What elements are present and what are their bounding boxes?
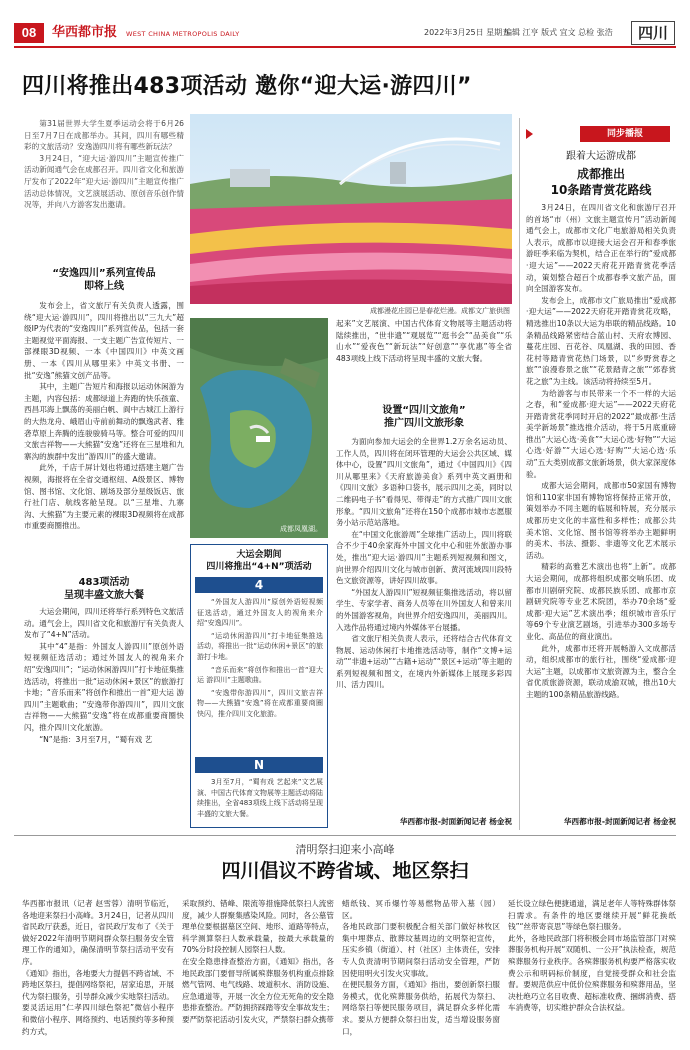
info-item: “安逸带你游四川”，四川文旅吉祥物——大熊猫“安逸”将在成都重要商圈快闪，推介四川文化旅游。 [197, 688, 323, 718]
side-body [526, 202, 676, 814]
subhead-anyi: “安逸四川”系列宣传品 即将上线 [52, 268, 156, 292]
col3b-para: 省文旅厅相关负责人表示，还将结合古代体育文物展、运动休闲打卡地推选活动等，制作“文博+运动”“非遗+运动”“古籍+运动”“景区+运动”等主题的系列短视频和图文，在境内外新媒体上展现多彩四川、活力四川。 [336, 634, 512, 690]
bottom-kicker: 清明祭扫迎来小高峰 [295, 843, 395, 856]
info-box-label-n: N [195, 757, 323, 773]
info-box-label-4: 4 [195, 577, 323, 593]
header-rule [14, 46, 676, 48]
page-header [14, 21, 676, 45]
byline-lead: 华西都市报-封面新闻记者 杨金祝 [399, 817, 512, 826]
info-box [190, 544, 328, 828]
col3-para: 起来”文艺展演、中国古代体育文物展等主题活动将陆续推出，“世非遗”“观展览”“逛书会”“品美食”“乐山水”“爱夜色”“新玩法”“好创意”“享优惠”等全省483项线上线下活动将呈现丰盛的文旅大餐。 [336, 319, 512, 363]
column-3 [336, 318, 512, 378]
col1b-para: “N”是指：3月至7月，“蜀有戏 艺 [39, 734, 153, 744]
side-kicker: 跟着大运游成都 [566, 151, 636, 162]
info-box-text-n: 3月至7月，“蜀有戏 艺起来”文艺展演、中国古代体育文物展等主题活动将陆续推出，全省483项线上线下活动将呈现丰盛的文旅大餐。 [197, 778, 323, 818]
side-para: 为给游客与市民带来一个不一样的大运之春，和“爱成都·迎大运”——2022天府花开踏青赏花季同时开启的2022“最成都·生活美学新场景”推选推介活动，将于5月底重磅推出“大运心选·美食”“大运心选·好物”“大运心选·好游”“大运心选·好购”“大运心选·乐动”五大类别成都文旅新场景，供大家深度体验。 [526, 388, 676, 479]
side-para: 此外，成都市还将开展畅游入文成都活动，组织成都市的旅行社，围绕“爱成都·迎大运”主题，以成都市文旅资源为主，整合全省优质旅游资源，联动成渝双城，推出10大主题的100条精品旅游线路。 [526, 643, 676, 699]
subhead-483: 483项活动 呈现丰盛文旅大餐 [64, 577, 144, 601]
play-icon [526, 129, 533, 139]
side-tag [526, 126, 666, 142]
intro-text-1: 第31届世界大学生夏季运动会将于6月26日至7月7日在成都举办。其间，四川有哪些精彩的文旅活动？安逸游四川将有哪些新玩法？ [24, 119, 184, 152]
col3b-para: 在“中国文化旅游周”全球推广活动上，四川将联合不少于40余家海外中国文化中心和驻外旅游办事处，推出“迎大运·游四川”主题系列短视频和图文，向世界介绍四川文化与城市创新、黄河流域四川段特色文旅资源等，讲好四川故事。 [336, 529, 512, 586]
col1-para: 其中，主题广告短片和海报以运动休闲游为主题，内容包括：成都绿道上奔跑的快乐孩童、西昌邛海上飘荡的美丽白帆、阆中古城江上游行的大热龙舟、峨眉山寺前前舞动的飘逸武者、雅砻草原上奔腾的连骏骏骑马等。整合可爱的四川文旅吉祥物——大熊猫“安逸”还将在三星堆和九寨沟的族群中发出“游四川”的盛大邀请。 [24, 382, 184, 461]
side-para: 发布会上，成都市文广旅局推出“爱成都·迎大运”——2022天府花开踏青赏花攻略，精选推出10条以大运为串联的精品线路。10条精品线路紧密结合蓝山村、天府农博园、蔓花庄园、百花谷、凤凰湖、我的田园、香花村等踏青赏花热门场景，以“乡野赏春之旅”“浪漫春景之旅”“花景踏青之旅”“郊春赏花之旅”为主线。该活动将持续至5月。 [526, 295, 676, 386]
column-3b [336, 436, 512, 816]
bottom-col-3: 蜡纸钱、冥币爆竹等易燃物品带入墓（园）区。 各地民政部门要积极配合相关部门做好林牧区集中埋葬点、散葬坟墓周边的文明祭祀宣传，压实乡镇（街道）、村（社区）主体责任，安排专人负责清明节期间祭扫活动安全管理，严防因使用明火引发火灾事故。 在便民服务方面，《通知》指出，要创新祭扫服务模式，优化殡葬服务供给，拓展代为祭扫、网络祭扫等便民服务项目，满足群众多样化需求。要从方便群众祭扫出发，适当增设服务窗口， [342, 899, 500, 1036]
intro-text-2: 3月24日，“迎大运·游四川”主题宣传推广活动新闻通气会在成都召开。四川省文化和旅游厅发布了2022年“迎大运·游四川”主题宣传推广活动总体情况，文艺演展活动、原创音乐创作情况等，并向八方游客发出邀请。 [24, 153, 184, 210]
section-label: 四川 [631, 21, 675, 45]
col1b-para: 大运会期间，四川还将举行系列特色文旅活动。通气会上，四川省文化和旅游厅有关负责人发布了“4+N”活动。 [24, 607, 184, 640]
col3b-para: 为面向参加大运会的全世界1.2万余名运动员、工作人员，四川将在闭环管理的大运会公共区域、媒体中心，设置“四川文旅角”，通过《中国四川》《四川从哪里来》《天府旅游美食》系列中英文画册和《四川文旅》多语种口袋书，展示四川之美，同时以二维码电子书“看得见、带得走”的方式推广四川文旅形象。“四川文旅角”还将在150个成都市城市志愿服务小站示范站落地。 [336, 437, 512, 528]
phoenix-lake-photo [190, 318, 328, 538]
column-1 [24, 300, 184, 570]
column-1b [24, 606, 184, 828]
col3b-para: “外国友人游四川”短视频征集推选活动，将以留学生、专家学者、商务人员等在川外国友人和曾来川的外国游客视角，向世界介绍安逸四川，美丽四川。入选作品将通过境内外媒体平台展播。 [336, 587, 512, 632]
side-para: 精彩的高雅艺术演出也将“上新”。成都大运会期间，成都将组织成都交响乐团、成都市川剧研究院、成都民族乐团、成都市京剧研究院等专业艺术院团，举办70余场“爱成都·迎大运”艺术演出季；组织城市音乐厅等69个专业演艺剧场，引进举办300多场专业化、高品位的商业演出。 [526, 562, 676, 641]
bottom-headline: 四川倡议不跨省域、地区祭扫 [221, 860, 469, 882]
photo-caption-2: 成都凤凰湖。 [280, 525, 322, 533]
tulip-field-photo [190, 114, 512, 304]
side-title: 成都推出 10条踏青赏花路线 [550, 167, 652, 197]
intro-paragraph [24, 118, 184, 211]
story-separator [14, 835, 676, 836]
info-box-list-4 [197, 597, 323, 720]
info-item: “外国友人游四川”原创外语短视频征选活动，通过外国友人的视角来介绍“安逸四川”。 [197, 598, 323, 628]
paper-name: 华西都市报 [52, 25, 118, 40]
side-divider [519, 118, 520, 830]
editors: 编辑 江亨 版式 宜文 总检 张浩 [504, 28, 613, 37]
info-item: “音乐而来”将创作和推出一首“迎大运 游四川”主题歌曲。 [197, 665, 323, 685]
col1b-para: 其中“4”是指：外国友人游四川”原创外语短视频征选活动；通过外国友人的视角来介绍“安逸四川”；“运动休闲游四川”打卡地征集推选活动，将推出一批“运动休闲+景区”的旅游打卡地；“音乐而来”将创作和推出一首“迎大运 游四川”主题歌曲；“安逸带你游四川”，四川文旅吉祥物——大熊猫“安逸”将在成都重要商圈快闪，推介四川文化旅游。 [24, 641, 184, 732]
side-para: 成都大运会期间，成都市50家国有博物馆和110家非国有博物馆将保持正常开放，策划举办不同主题的临展和特展，充分展示成都历史文化的丰富性和多样性；成都公共美术馆、文化馆、图书馆等将举办主题鲜明的美术、书法、摄影、非遗等文化艺术展示活动。 [526, 481, 676, 560]
lead-headline: 四川将推出483项活动 邀你“迎大运·游四川” [22, 74, 472, 99]
paper-subtitle: WEST CHINA METROPOLIS DAILY [126, 30, 240, 38]
page-number: 08 [14, 23, 44, 43]
side-tag-label: 同步播报 [580, 126, 670, 142]
photo-caption-1: 成都漫花庄园已是春花烂漫。成都文广旅供图 [370, 307, 510, 315]
info-item: “运动休闲游四川”打卡地征集推选活动，将推出一批“运动休闲+景区”的旅游打卡地。 [197, 631, 323, 661]
bottom-col-4: 延长设立绿色便捷通道，满足老年人等特殊群体祭扫需求。有条件的地区要继续开展“鲜花换纸钱”“丝带寄哀思”等绿色祭扫服务。 此外，各地民政部门将积极会同市场监管部门对殡葬服务机构开展“双随机、一公开”执法检查，规范殡葬服务行业秩序。各殡葬服务机构要严格落实收费公示和明码标价制度，自觉接受群众和社会监督。要规范供应中低价位殡葬服务和殡葬用品，坚决杜绝巧立名目收费、超标准收费、捆绑消费、搭车消费等，切实维护群众合法权益。 [508, 899, 676, 1013]
subhead-wenluo-jiao: 设置“四川文旅角” 推广四川文旅形象 [382, 405, 466, 429]
byline-side: 华西都市报-封面新闻记者 杨金祝 [563, 817, 676, 826]
info-box-title: 大运会期间 四川将推出“4+N”项活动 [206, 550, 312, 572]
side-para: 3月24日，在四川省文化和旅游厅召开的首场“市（州）文旅主题宣传月”活动新闻通气会上，成都市文化广电旅游局相关负责人表示，成都市以迎接大运会召开和春季旅游旺季来临为契机，结合正在举行的“爱成都·迎大运”——2022天府花开踏青赏花季活动，策划整合超百个成都春季文旅产品，面向全国游客发布。 [526, 203, 676, 294]
col1-para: 发布会上，省文旅厅有关负责人透露，围绕“迎大运·游四川”，四川将推出以“三九大”超级IP为代表的“安逸四川”系列宣传品，包括一套主题视觉平面海报、一支主题广告宣传短片、一部裸眼3D视频、一本《中国四川》中英文画册、一本《四川从哪里来》中英文书册、一批“安逸”熊猫文创产品等。 [24, 301, 184, 380]
col1-para: 此外，千店千屏计划也将通过搭建主题广告视频，海报将在全省交通枢纽、A级景区、博物馆、图书馆、文化馆、剧场及部分星级饭店、旅行社门店、航线客舱呈现。以“三星堆、九寨沟、大熊猫”为主要元素的裸眼3D视频将在成都市重要商圈推出。 [24, 463, 184, 531]
bottom-col-1: 华西都市报讯（记者 赵雪蓉）清明节临近，各地迎来祭扫小高峰。3月24日，记者从四川省民政厅获悉，近日，省民政厅发布了《关于做好2022年清明节期间群众祭扫服务安全管理工作的通知》，确保清明节祭扫活动平安有序。 《通知》指出，各地要大力提倡不跨省域、不跨地区祭扫，提倡网络祭祀，居家追思，开展代为祭扫服务，引导群众减少实地祭扫活动。要灵活运用“仁孝四川绿色祭祀”微信小程序和微信小程序、网络预约、电话预约等多种预约方式， [22, 899, 174, 1036]
bottom-col-2: 采取预约、错峰、限流等措施降低祭扫人流密度，减少人群聚集感染风险。同时，各公墓管理单位要根据墓区空间、地形、道路等特点，科学测算祭扫人数承载量，按最大承载量的70%分时段控制人园祭扫人数。 在安全隐患排查整治方面，《通知》指出，各地民政部门要督导所属殡葬服务机构重点排除燃气管网、电气线路、坡道积水、消防设施、应急通道等，开展一次全方位无死角的安全隐患排查整治。严防拥挤踩踏等安全事故发生；要严防祭祀活动引发火灾，严禁祭扫群众携带 [182, 899, 334, 1024]
issue-date: 2022年3月25日 星期五 [424, 28, 511, 37]
